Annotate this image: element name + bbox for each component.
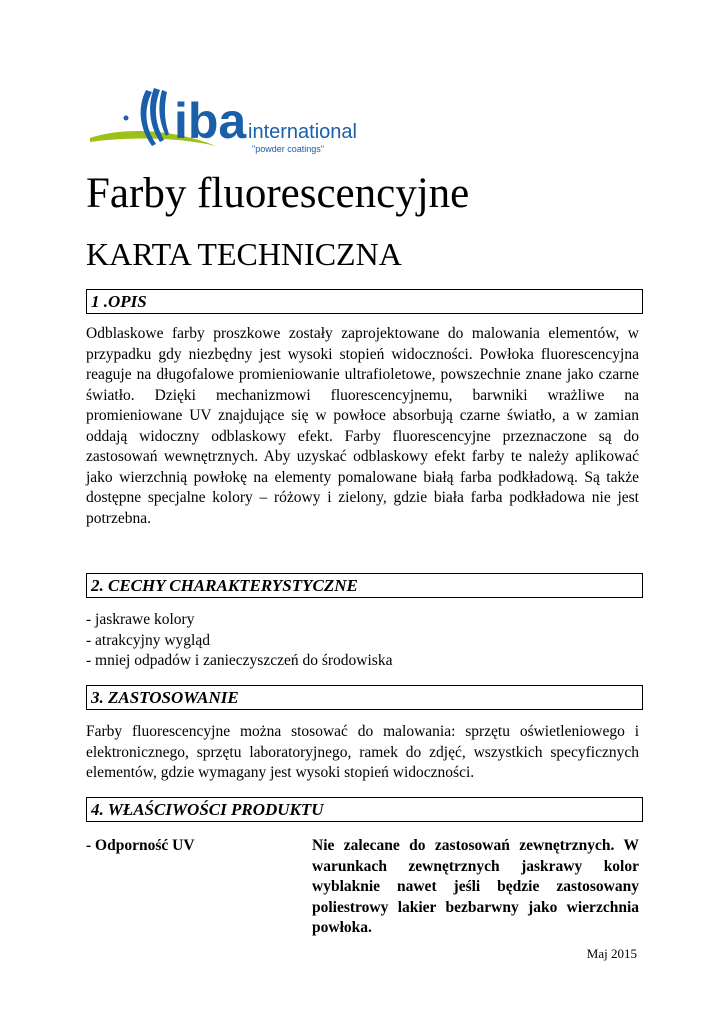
section-heading-opis: 1 .OPIS (86, 289, 643, 314)
section-heading-cechy: 2. CECHY CHARAKTERYSTYCZNE (86, 573, 643, 598)
section-heading-zastosowanie: 3. ZASTOSOWANIE (86, 685, 643, 710)
logo-tagline: "powder coatings" (252, 144, 324, 154)
list-item: - atrakcyjny wygląd (86, 631, 210, 649)
list-item: - mniej odpadów i zanieczyszczeń do środowiska (86, 652, 393, 669)
logo-brand-suffix: international (248, 121, 357, 143)
document-title: Farby fluorescencyjne (86, 170, 470, 217)
features-list (86, 610, 639, 672)
list-item: - jaskrawe kolory (86, 611, 195, 628)
section-heading-wlasciwosci: 4. WŁAŚCIWOŚCI PRODUKTU (86, 797, 643, 822)
document-subtitle: KARTA TECHNICZNA (86, 236, 402, 272)
property-name: - Odporność UV (86, 837, 195, 854)
section-text-opis: Odblaskowe farby proszkowe zostały zaprojektowane do malowania elementów, w przypadku gdy niezbędny jest wysoki stopień widoczności. Powłoka fluorescencyjna reaguje na długofalowe promieniowanie ultrafioletowe, powszechnie znane jako czarne światło. Dzięki mechanizmowi fluorescencyjnemu, barwniki wrażliwe na promieniowane UV znajdujące się w powłoce absorbują czarne światło, a w zamian oddają widoczny odblaskowy efekt. Farby fluorescencyjne przeznaczone są do zastosowań wewnętrznych. Aby uzyskać odblaskowy efekt farby te należy aplikować jako wierzchnią powłokę na elementy pomalowane białą farba podkładową. Są także dostępne specjalne kolory – różowy i zielony, gdzie biała farba podkładowa nie jest potrzebna. (86, 325, 639, 527)
iba-logo (86, 86, 396, 166)
footer-date: Maj 2015 (586, 946, 637, 961)
section-text-zastosowanie: Farby fluorescencyjne można stosować do malowania: sprzętu oświetleniowego i elektronicznego, sprzętu laboratoryjnego, ramek do zdjęć, wszystkich specyficznych elementów, gdzie wymagany jest wysoki stopień widoczności. (86, 723, 639, 781)
property-value: Nie zalecane do zastosowań zewnętrznych. W warunkach zewnętrznych jaskrawy kolor wyblaknie nawet jeśli będzie zastosowany poliestrowy lakier bezbarwny jako wierzchnia powłoka. (312, 837, 639, 936)
logo-brand: iba (174, 93, 247, 149)
logo-dot-icon (124, 116, 129, 121)
